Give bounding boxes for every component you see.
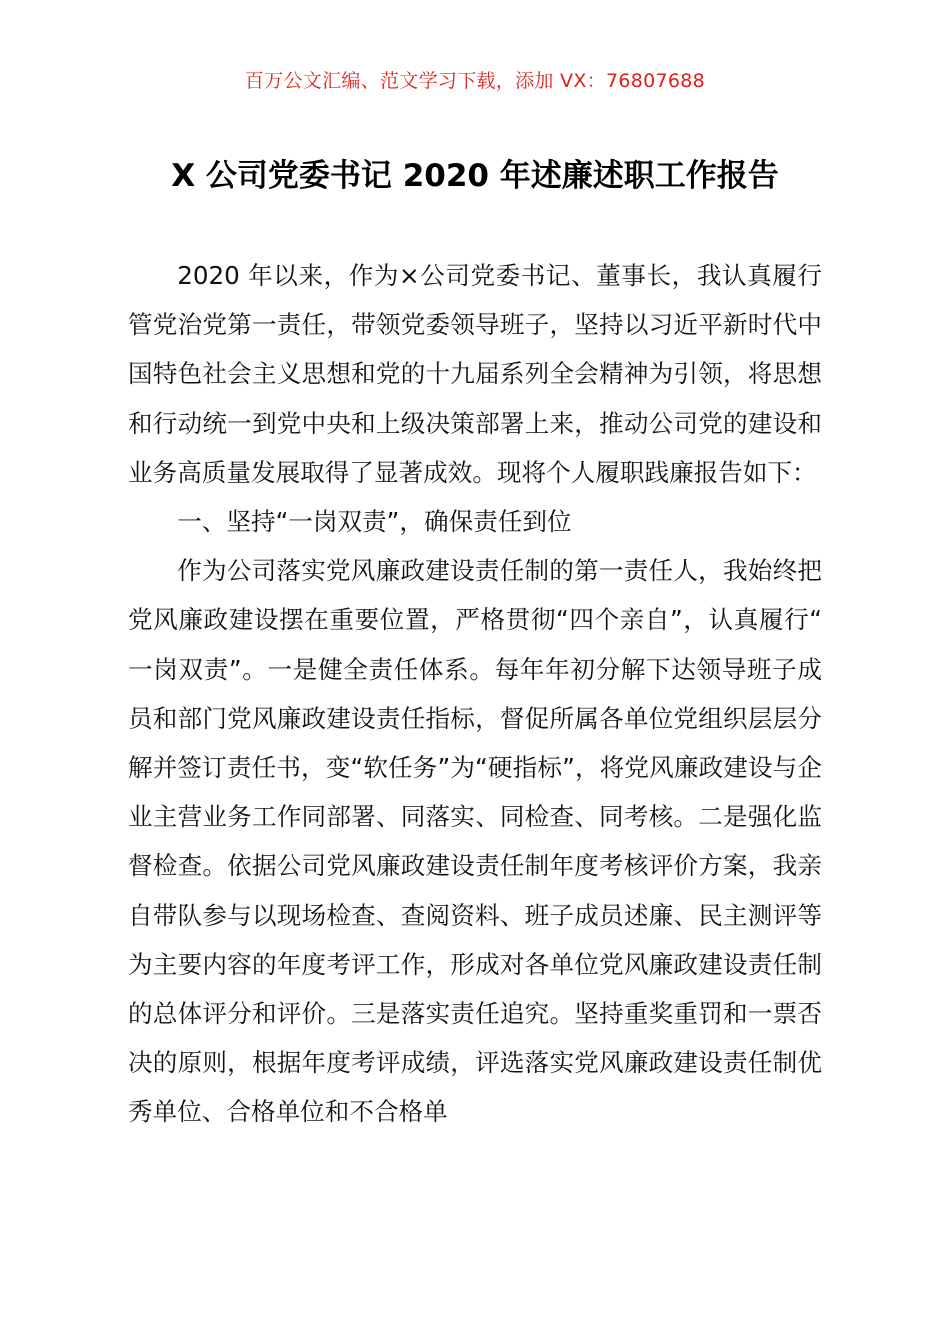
paragraph-intro: 2020 年以来，作为×公司党委书记、董事长，我认真履行管党治党第一责任，带领党委领导班子，坚持以习近平新时代中国特色社会主义思想和党的十九届系列全会精神为引领，将思想和行动统一到党中央和上级决策部署上来，推动公司党的建设和业务高质量发展取得了显著成效。现将个人履职践廉报告如下： <box>128 261 822 487</box>
paragraph-section-1: 作为公司落实党风廉政建设责任制的第一责任人，我始终把党风廉政建设摆在重要位置，严格贯彻“四个亲自”，认真履行“一岗双责”。一是健全责任体系。每年年初分解下达领导班子成员和部门党风廉政建设责任指标，督促所属各单位党组织层层分解并签订责任书，变“软任务”为“硬指标”，将党风廉政建设与企业主营业务工作同部署、同落实、同检查、同考核。二是强化监督检查。依据公司党风廉政建设责任制年度考核评价方案，我亲自带队参与以现场检查、查阅资料、班子成员述廉、民主测评等为主要内容的年度考评工作，形成对各单位党风廉政建设责任制的总体评分和评价。三是落实责任追究。坚持重奖重罚和一票否决的原则，根据年度考评成绩，评选落实党风廉政建设责任制优秀单位、合格单位和不合格单 <box>128 556 822 1127</box>
document-title: X 公司党委书记 2020 年述廉述职工作报告 <box>171 158 779 194</box>
section-heading-1: 一、坚持“一岗双责”，确保责任到位 <box>177 507 572 537</box>
document-body <box>128 251 822 1137</box>
header-note: 百万公文汇编、范文学习下载，添加 VX：76807688 <box>244 70 706 92</box>
